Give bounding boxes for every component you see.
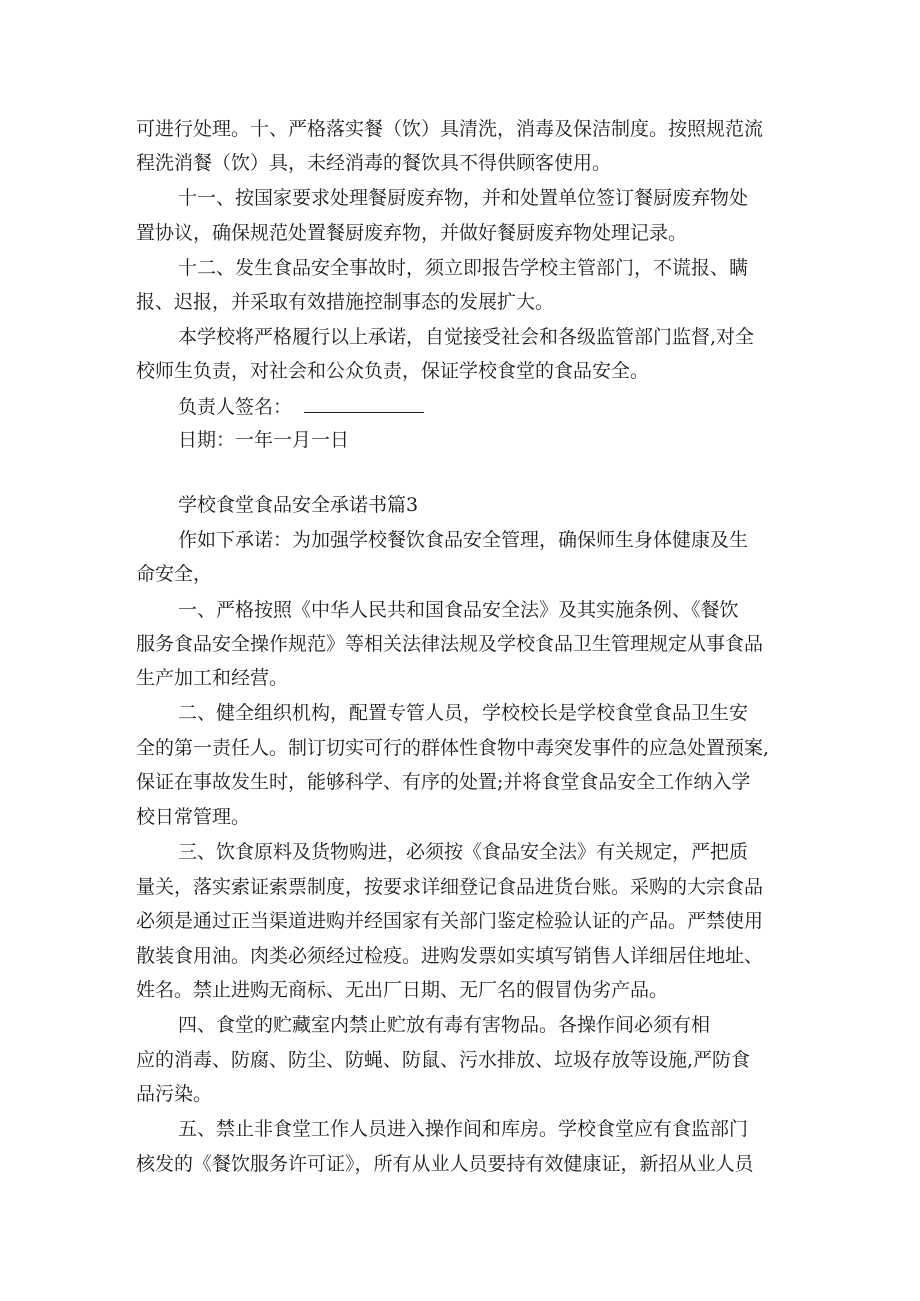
paragraph-line: 校日常管理。 <box>136 806 251 828</box>
paragraph-line: 可进行处理。十、严格落实餐（饮）具清洗，消毒及保洁制度。按照规范流 <box>136 118 764 140</box>
paragraph-line: 一、严格按照《中华人民共和国食品安全法》及其实施条例、《餐饮 <box>178 599 739 621</box>
paragraph-line: 校师生负责，对社会和公众负责，保证学校食堂的食品安全。 <box>136 360 650 382</box>
paragraph-line: 保证在事故发生时，能够科学、有序的处置;并将食堂食品安全工作纳入学 <box>136 771 751 793</box>
paragraph-line: 三、饮食原料及货物购进，必须按《食品安全法》有关规定，严把质 <box>178 841 749 863</box>
paragraph-line: 全的第一责任人。制订切实可行的群体性食物中毒突发事件的应急处置预案, <box>136 737 770 759</box>
paragraph-line: 报、迟报，并采取有效措施控制事态的发展扩大。 <box>136 291 555 313</box>
paragraph-line: 核发的《餐饮服务许可证》，所有从业人员要持有效健康证，新招从业人员 <box>136 1153 754 1175</box>
paragraph-line: 十二、发生食品安全事故时，须立即报告学校主管部门，不谎报、瞒 <box>178 257 749 279</box>
paragraph-line: 五、禁止非食堂工作人员进入操作间和库房。学校食堂应有食监部门 <box>178 1118 749 1140</box>
paragraph-line: 置协议，确保规范处置餐厨废弃物，并做好餐厨废弃物处理记录。 <box>136 222 688 244</box>
paragraph-line: 命安全， <box>136 563 213 585</box>
date-line: 日期：一年一月一日 <box>178 429 350 451</box>
paragraph-line: 散装食用油。肉类必须经过检疫。进购发票如实填写销售人详细居住地址、 <box>136 945 764 967</box>
paragraph-line: 必须是通过正当渠道进购并经国家有关部门鉴定检验认证的产品。严禁使用 <box>136 910 764 932</box>
section-heading: 学校食堂食品安全承诺书篇3 <box>178 494 419 516</box>
paragraph-line: 量关，落实索证索票制度，按要求详细登记食品进货台账。采购的大宗食品 <box>136 876 764 898</box>
signature-label: 负责人签名： <box>178 396 293 418</box>
paragraph-line: 生产加工和经营。 <box>136 667 289 689</box>
paragraph-line: 姓名。禁止进购无商标、无出厂日期、无厂名的假冒伪劣产品。 <box>136 979 669 1001</box>
paragraph-line: 程洗消餐（饮）具，未经消毒的餐饮具不得供顾客使用。 <box>136 152 612 174</box>
signature-blank <box>304 394 424 413</box>
paragraph-line: 本学校将严格履行以上承诺，自觉接受社会和各级监管部门监督,对全 <box>178 326 755 348</box>
paragraph-line: 二、健全组织机构，配置专管人员，学校校长是学校食堂食品卫生安 <box>178 702 749 724</box>
paragraph-line: 作如下承诺：为加强学校餐饮食品安全管理，确保师生身体健康及生 <box>178 529 749 551</box>
paragraph-line: 服务食品安全操作规范》等相关法律法规及学校食品卫生管理规定从事食品 <box>136 633 764 655</box>
signature-line <box>178 394 424 418</box>
paragraph-line: 十一、按国家要求处理餐厨废弃物，并和处置单位签订餐厨废弃物处 <box>178 187 749 209</box>
paragraph-line: 应的消毒、防腐、防尘、防蝇、防鼠、污水排放、垃圾存放等设施,严防食 <box>136 1049 751 1071</box>
paragraph-line: 品污染。 <box>136 1083 213 1105</box>
paragraph-line: 四、食堂的贮藏室内禁止贮放有毒有害物品。各操作间必须有相 <box>178 1014 711 1036</box>
